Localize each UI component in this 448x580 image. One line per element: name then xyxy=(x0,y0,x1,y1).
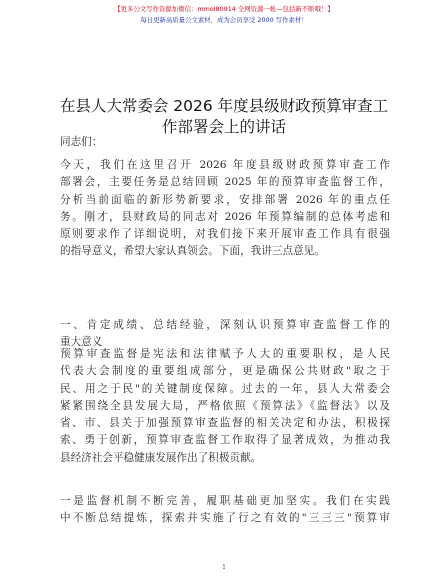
paragraph-line: 省、市、县关于加强预算审查监督的相关决定和办法，积极探 xyxy=(60,417,390,430)
paragraph-line: 务。刚才，县财政局的同志对 2026 年预算编制的总体考虑和 xyxy=(60,210,390,223)
paragraph-line: 今天，我们在这里召开 2026 年度县级财政预算审查工作 xyxy=(60,159,390,171)
paragraph-intro xyxy=(60,157,390,261)
paragraph-line: 部署会，主要任务是总结回顾 2025 年的预算审查监督工作， xyxy=(60,176,390,189)
document-title-line: 在县人大常委会 2026 年度县级财政预算审查工 xyxy=(59,97,389,116)
paragraph-line: 预算审查监督是宪法和法律赋予人大的重要职权，是人民 xyxy=(60,348,390,360)
paragraph-line: 索、勇于创新，预算审查监督工作取得了显著成效，为推动我 xyxy=(60,434,390,447)
paragraph-line: 的指导意义，希望大家认真领会。下面，我讲三点意见。 xyxy=(60,245,325,258)
heading-line: 一、肯定成绩、总结经验，深刻认识预算审查监督工作的 xyxy=(60,319,390,331)
paragraph-line: 民、用之于民"的关键制度保障。过去的一年，县人大常委会 xyxy=(60,382,390,395)
paragraph-line: 紧紧围绕全县发展大局，严格依照《预算法》《监督法》以及 xyxy=(60,399,390,412)
paragraph-mechanism xyxy=(60,493,390,528)
greeting xyxy=(60,134,390,151)
paragraph-budget-supervision xyxy=(60,346,390,467)
heading-line: 重大意义 xyxy=(60,336,103,349)
page-number: 1 xyxy=(222,564,226,571)
promo-banner-line-2: 每日更新高质量公文素材，成为会员享受 2000 写作素材！ xyxy=(140,16,308,24)
document-title xyxy=(40,96,408,138)
promo-banner-line-1: 【更多公文写作资源加微信：mmol80914 全网资源一帐—包括新不断哦！】 xyxy=(114,5,334,13)
paragraph-line: 中不断总结提炼，探索并实施了行之有效的"三三三"预算审 xyxy=(60,512,390,525)
paragraph-line: 原则要求作了详细说明，对我们接下来开展审查工作具有很强 xyxy=(60,228,390,241)
paragraph-line: 一是监督机制不断完善，履职基础更加坚实。我们在实践 xyxy=(60,495,390,507)
document-title-line: 作部署会上的讲话 xyxy=(161,118,286,137)
greeting-text: 同志们： xyxy=(60,136,103,148)
paragraph-line: 县经济社会平稳健康发展作出了积极贡献。 xyxy=(60,451,262,464)
paragraph-line: 代表大会制度的重要组成部分，更是确保公共财政"取之于 xyxy=(60,365,390,378)
paragraph-line: 分析当前面临的新形势新要求，安排部署 2026 年的重点任 xyxy=(60,193,390,206)
